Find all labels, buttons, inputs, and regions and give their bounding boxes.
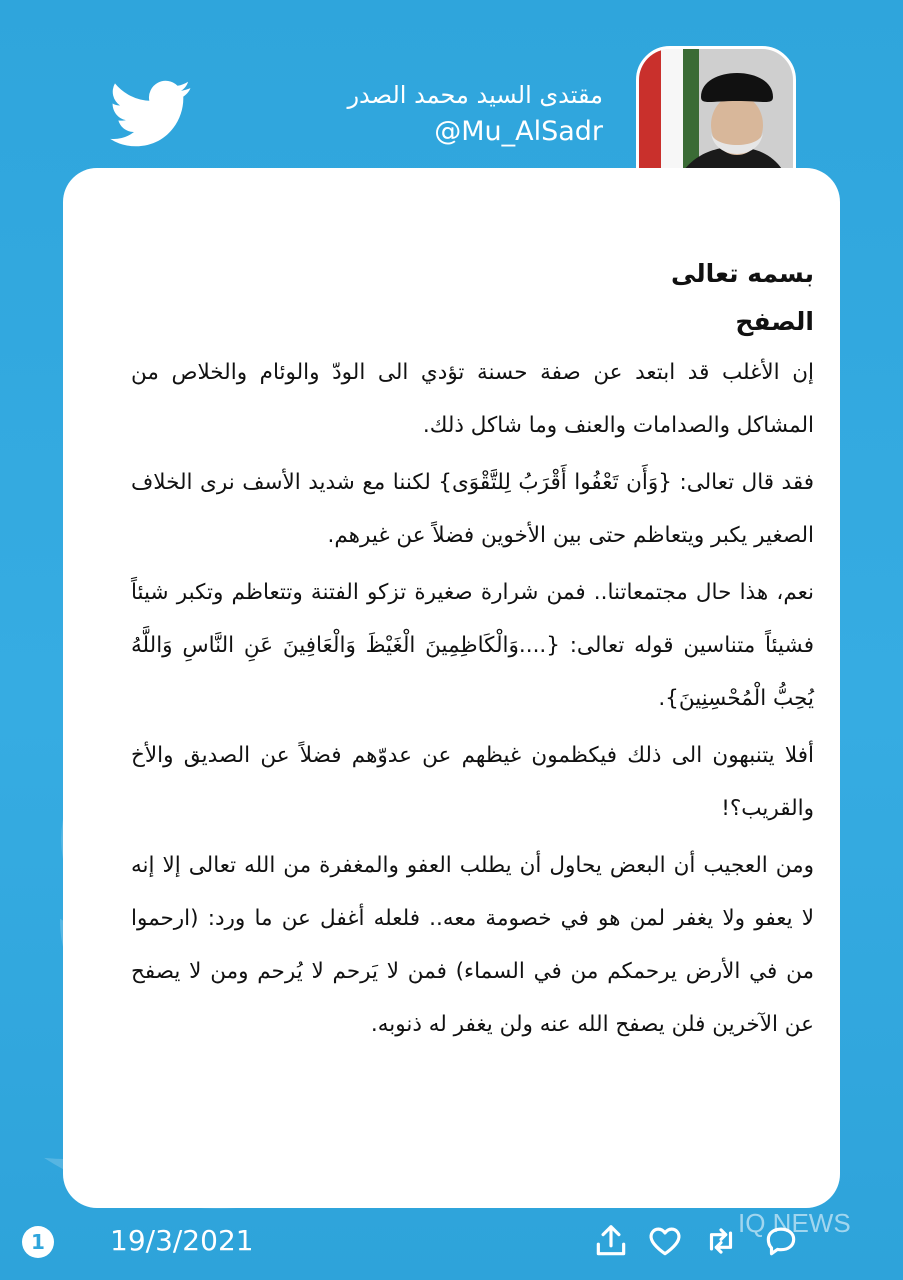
iq-news-watermark: IQ NEWS [738,1208,851,1238]
twitter-bird-icon [110,80,192,148]
tweet-date: 19/3/2021 [110,1224,254,1257]
tweet-body [131,250,814,1051]
retweet-icon[interactable] [702,1222,740,1260]
account-handle[interactable]: @Mu_AlSadr [434,116,603,147]
tweet-paragraph: نعم، هذا حال مجتمعاتنا.. فمن شرارة صغيرة تزكو الفتنة وتتعاظم وتكبر شيئاً فشيئاً متناسين قوله تعالى: {....وَالْكَاظِمِينَ الْغَيْظَ وَالْعَافِينَ عَنِ النَّاسِ وَاللَّهُ يُحِبُّ الْمُحْسِنِينَ}. [131,580,814,711]
tweet-paragraph: فقد قال تعالى: {وَأَن تَعْفُوا أَقْرَبُ لِلتَّقْوَى} لكننا مع شديد الأسف نرى الخلاف الصغير يكبر ويتعاظم حتى بين الأخوين فضلاً عن غيرهم. [131,470,814,548]
tweet-paragraph: ومن العجيب أن البعض يحاول أن يطلب العفو والمغفرة من الله تعالى إلا إنه لا يعفو ولا يغفر لمن هو في خصومة معه.. فلعله أغفل عن ما ورد: (ارحموا من في الأرض يرحمكم من في السماء) فمن لا يَرحم لا يُرحم ومن لا يصفح عن الآخرين فلن يصفح الله عنه ولن يغفر له ذنوبه. [131,853,814,1037]
account-header [347,78,603,150]
tweet-paragraph: أفلا يتنبهون الى ذلك فيكظمون غيظهم عن عدوّهم فضلاً عن الصديق والأخ والقريب؟! [131,743,814,821]
like-heart-icon[interactable] [646,1222,684,1260]
page-count-badge: 1 [22,1226,54,1258]
display-name: مقتدى السيد محمد الصدر [347,81,603,109]
tweet-title: الصفح [735,307,814,336]
share-icon[interactable] [592,1222,630,1260]
tweet-card [63,168,840,1208]
tweet-paragraph: إن الأغلب قد ابتعد عن صفة حسنة تؤدي الى الودّ والوئام والخلاص من المشاكل والصدامات والعنف وما شاكل ذلك. [131,360,814,438]
tweet-greeting: بسمه تعالى [670,259,814,288]
